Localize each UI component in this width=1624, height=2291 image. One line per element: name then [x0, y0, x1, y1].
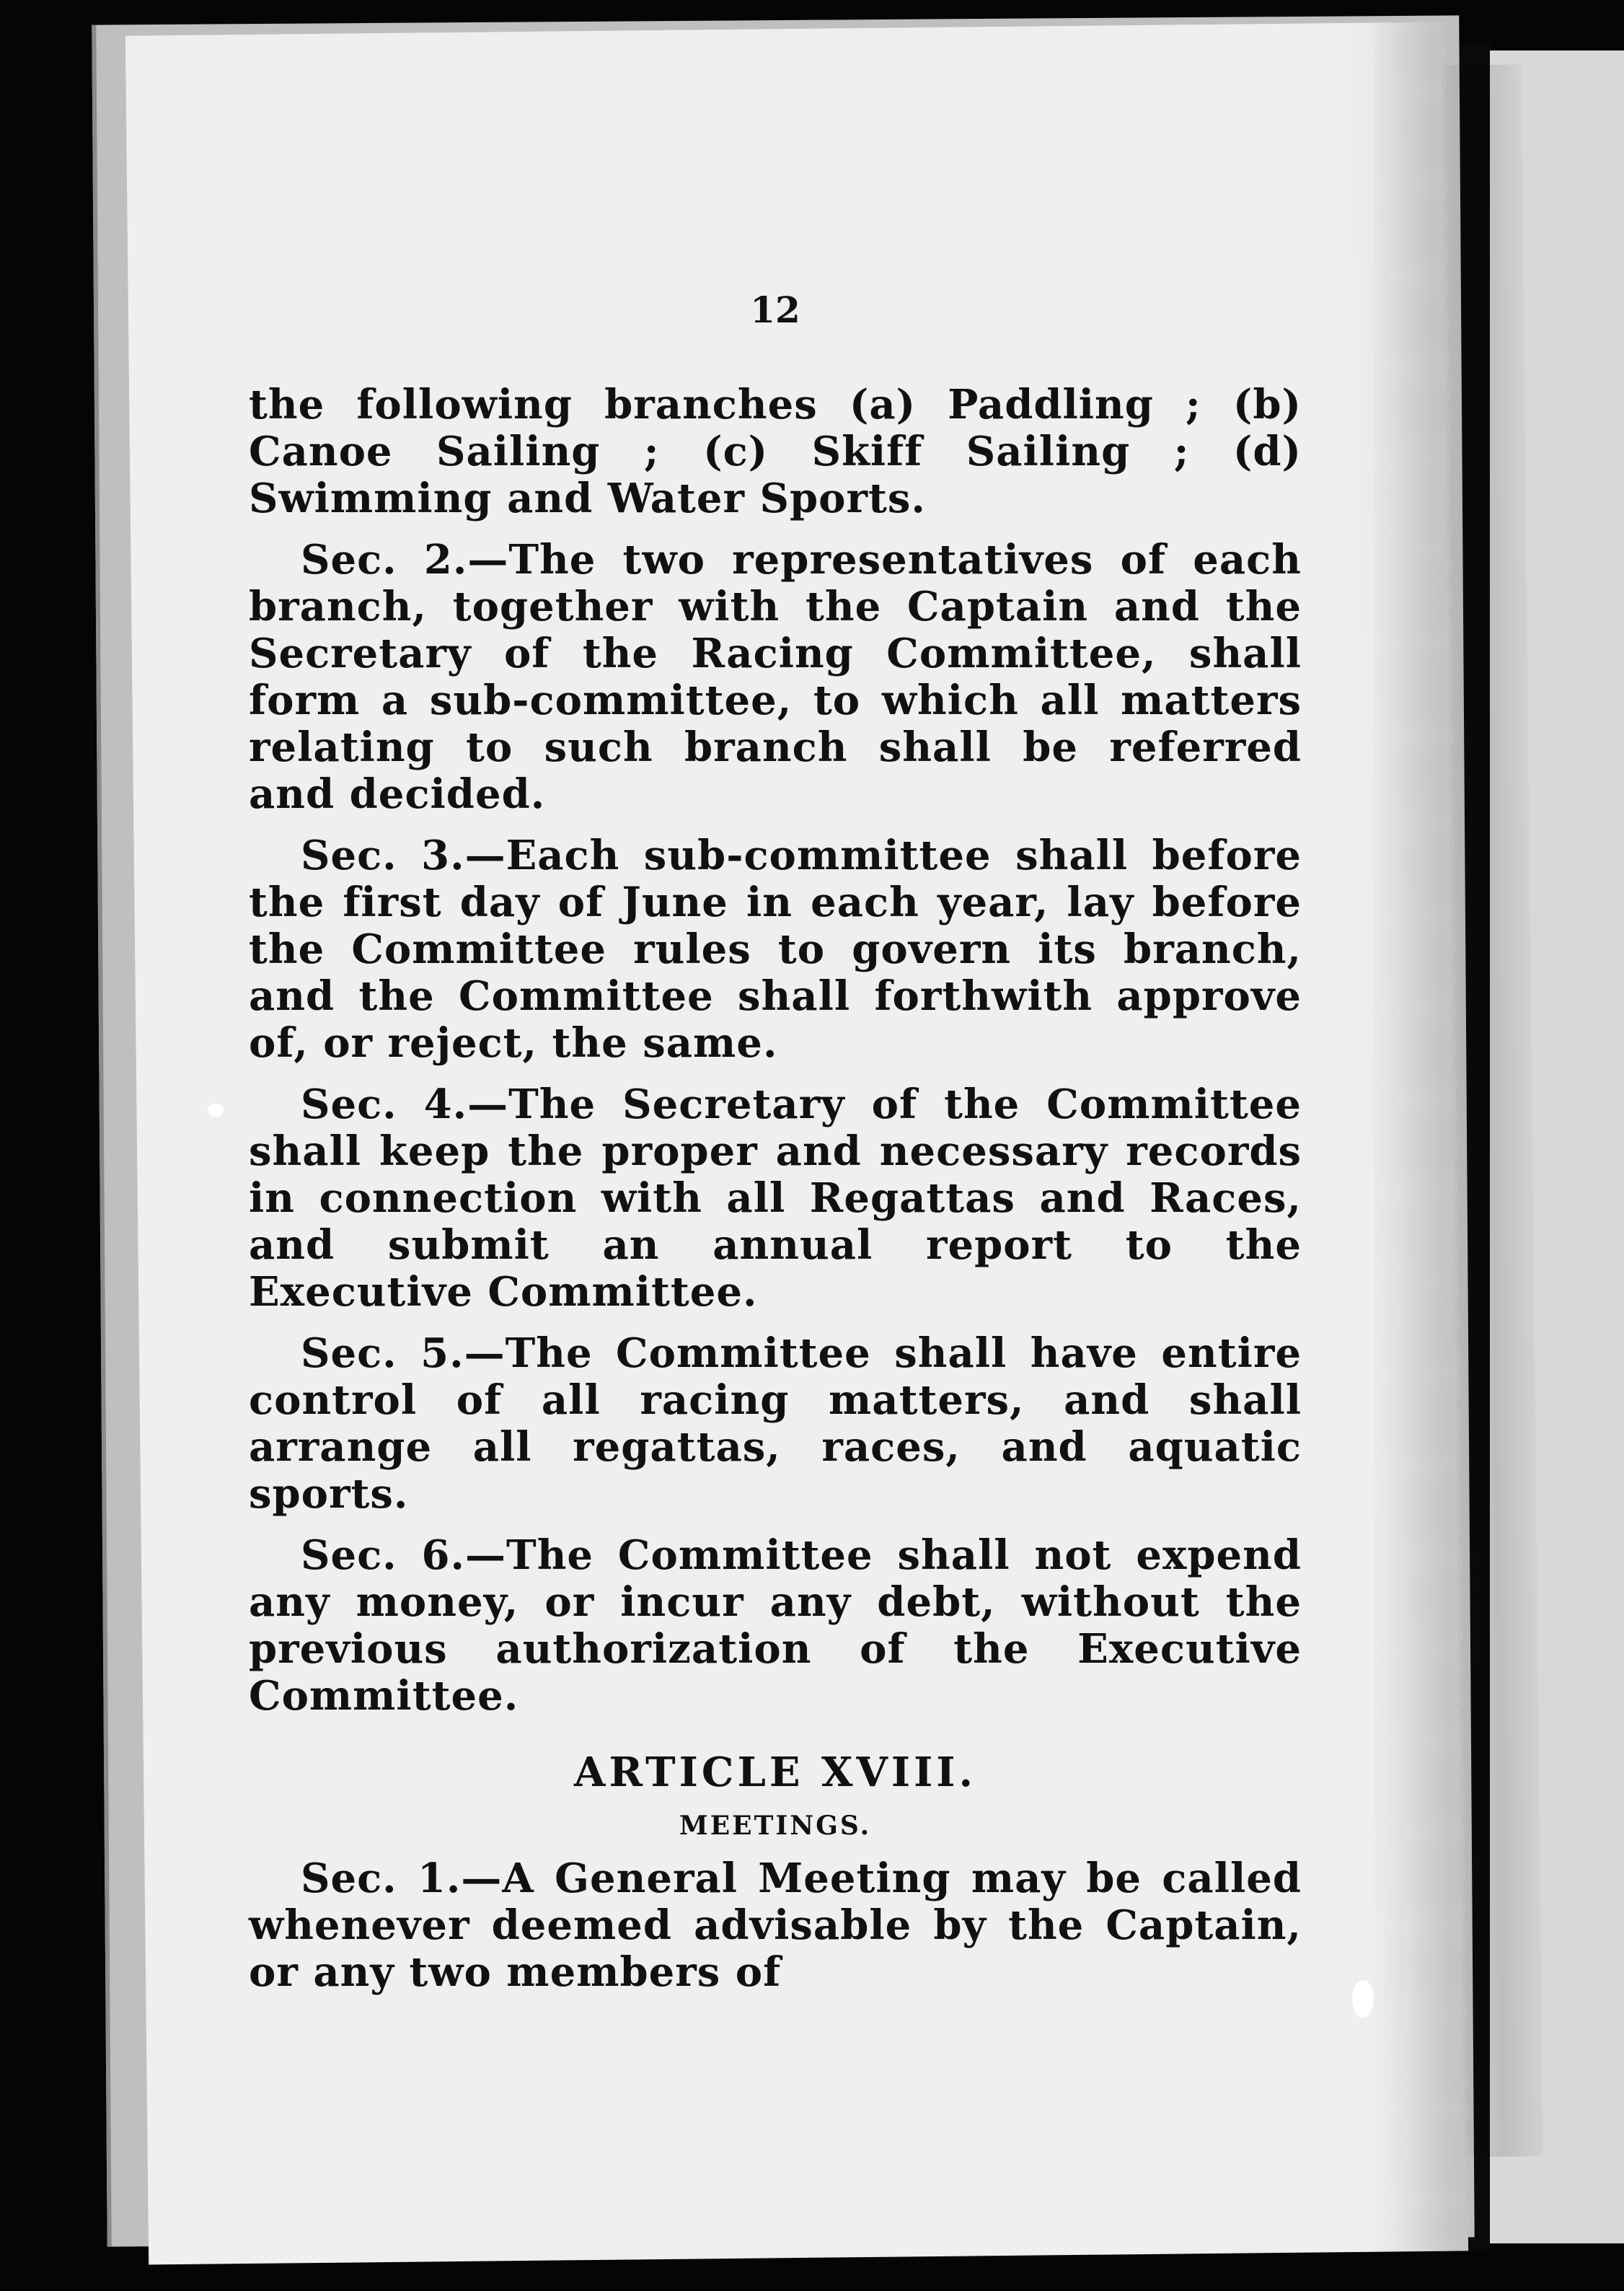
- scan-speck: [208, 1104, 224, 1117]
- article-subheading: MEETINGS.: [679, 1811, 872, 1841]
- paragraph-sec-4: Sec. 4.—The Secretary of the Committee shall keep the proper and necessary records in connection with all Regattas and Races, and submit an annual report to the Executive Committee.: [249, 1081, 1302, 1316]
- body-text-before: [249, 382, 1302, 1720]
- paragraph-sec-3: Sec. 3.—Each sub-committee shall before the first day of June in each year, lay before the Committee rules to govern its branch, and the Committee shall forthwith approve of, or reject, the same.: [249, 832, 1302, 1067]
- article-heading: ARTICLE XVIII.: [574, 1749, 976, 1796]
- paragraph-meetings-sec-1: Sec. 1.—A General Meeting may be called whenever deemed advisable by the Captain, or any two members of: [249, 1855, 1302, 1996]
- page-number: 12: [750, 289, 800, 331]
- body-text-after: [249, 1855, 1302, 1996]
- scan-speck: [1352, 1980, 1374, 2018]
- paragraph-sec-2: Sec. 2.—The two representatives of each branch, together with the Captain and the Secretary of the Racing Committee, shall form a sub-committee, to which all matters relating to such branch shall be referred and decided.: [249, 536, 1302, 818]
- paragraph-sec-5: Sec. 5.—The Committee shall have entire control of all racing matters, and shall arrange all regattas, races, and aquatic sports.: [249, 1329, 1302, 1518]
- page-content: [249, 289, 1302, 2010]
- paragraph: the following branches (a) Paddling ; (b) Canoe Sailing ; (c) Skiff Sailing ; (d) Swimming and Water Sports.: [249, 381, 1302, 522]
- paragraph-sec-6: Sec. 6.—The Committee shall not expend any money, or incur any debt, without the previous authorization of the Executive Committee.: [249, 1531, 1302, 1720]
